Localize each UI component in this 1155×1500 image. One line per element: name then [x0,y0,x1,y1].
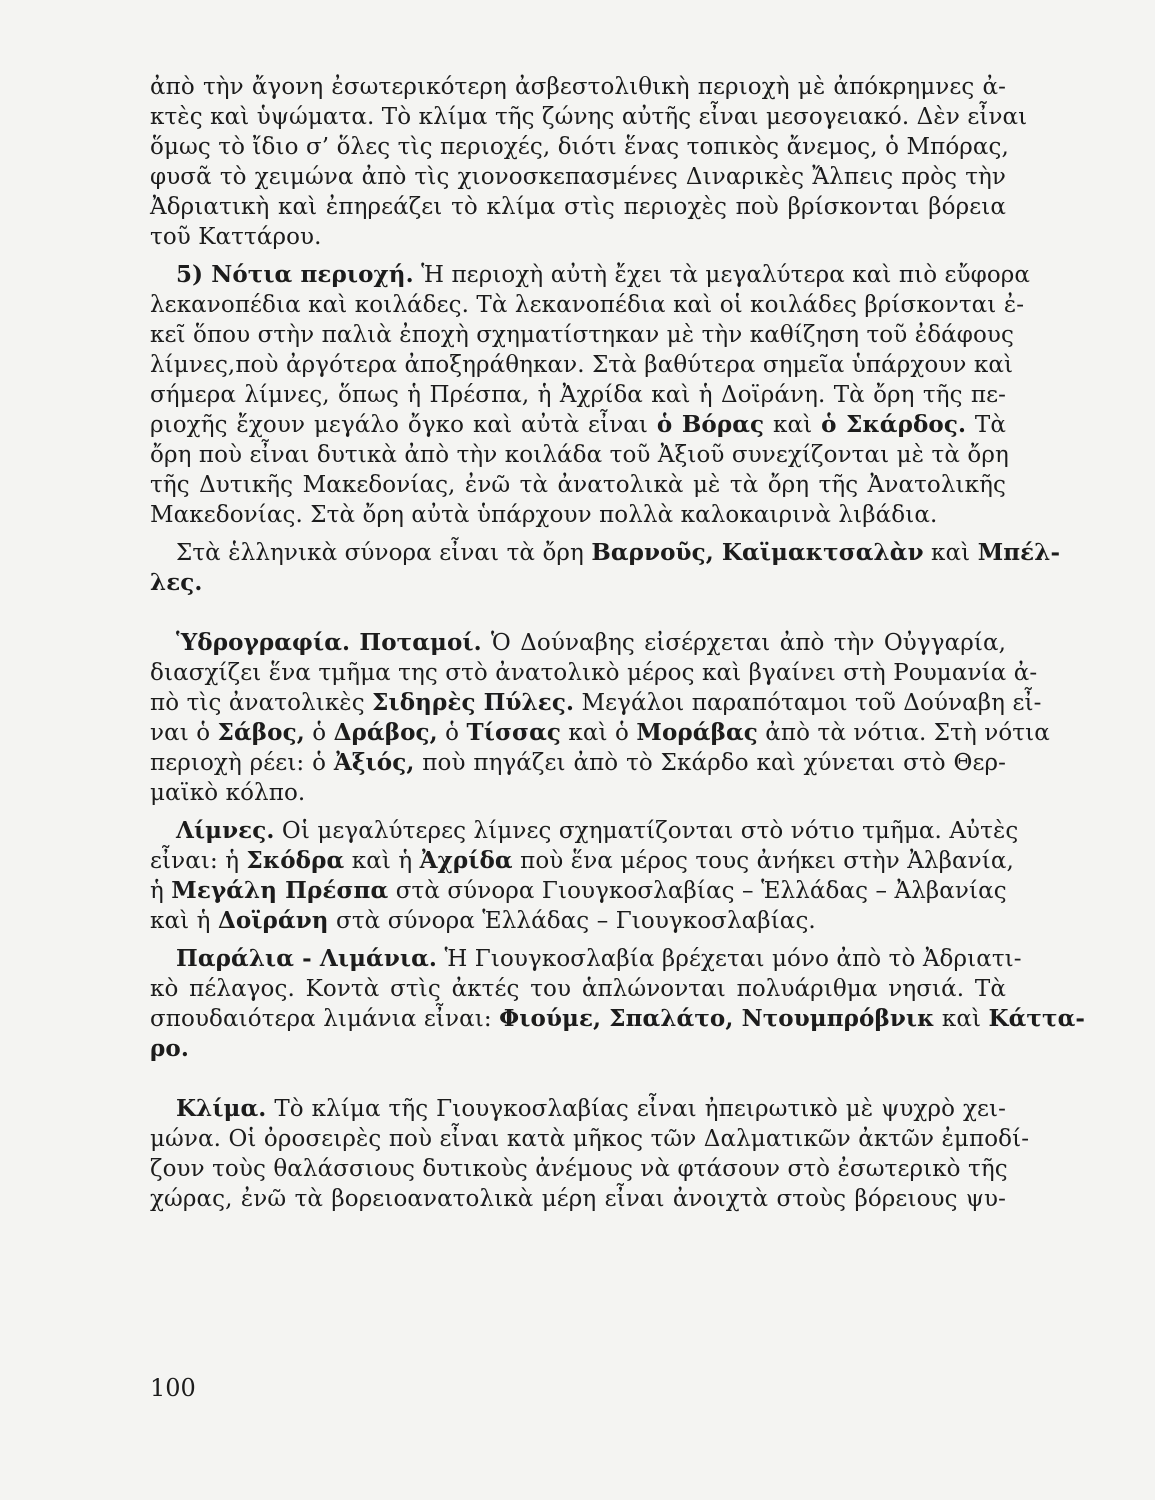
text-span: στὰ σύνορα Ἑλλάδας – Γιουγκοσλαβίας. [328,908,816,934]
text-span: πὸ τὶς ἀνατολικὲς [150,690,373,716]
page-number: 100 [150,1374,196,1402]
subheading-lakes: Λίμνες. [176,817,275,844]
text-line: σήμερα λίμνες, ὅπως ἡ Πρέσπα, ἡ Ἀχρίδα καὶ ἡ Δοϊράνη. Τὰ ὄρη τῆς πε- [150,382,1006,408]
page-text [150,72,1086,1214]
text-line: λίμνες,ποὺ ἀργότερα ἀποξηράθηκαν. Στὰ βαθύτερα σημεῖα ὑπάρχουν καὶ [150,352,1014,378]
port-name: ρο. [150,1035,189,1062]
port-name: Κάττα- [988,1005,1086,1032]
borders-line-end [150,568,1006,598]
text-span: ποὺ πηγάζει ἀπὸ τὸ Σκάρδο καὶ χύνεται στὸ Θερ- [414,750,1006,776]
text-line: Μακεδονίας. Στὰ ὄρη αὐτὰ ὑπάρχουν πολλὰ καλοκαιρινὰ λιβάδια. [150,502,938,528]
text-span: Ὁ Δούναβης εἰσέρχεται ἀπὸ τὴν Οὐγγαρία, [481,630,1006,656]
text-line [150,688,1042,718]
text-line [150,748,1006,778]
text-line: ζουν τοὺς θαλάσσιους δυτικοὺς ἀνέμους νὰ φτάσουν στὸ ἐσωτερικὸ τῆς [150,1156,1008,1182]
river-name: Τίσσας [466,719,561,746]
south-region-text: Ἡ περιοχὴ αὐτὴ ἔχει τὰ μεγαλύτερα καὶ πιὸ εὔφορα [413,262,1031,288]
text-span: στὰ σύνορα Γιουγκοσλαβίας – Ἑλλάδας – Ἀλβανίας [388,878,1007,904]
lake-name: Μεγάλη Πρέσπα [171,877,389,904]
port-names: Φιούμε, Σπαλάτο, Ντουμπρόβνικ [499,1005,935,1032]
text-line [150,876,1006,906]
text-line: διασχίζει ἕνα τμῆμα της στὸ ἀνατολικὸ μέρος καὶ βγαίνει στὴ Ρουμανία ἀ- [150,660,1038,686]
text-span: Μεγάλοι παραπόταμοι τοῦ Δούναβη εἶ- [574,690,1042,716]
text-span: καὶ ἡ [344,848,420,874]
mountain-name: ὁ Σκάρδος. [821,411,967,438]
text-span: ναι ὁ [150,720,218,746]
text-line: κεῖ ὅπου στὴν παλιὰ ἐποχὴ σχηματίστηκαν μὲ τὴν καθίζηση τοῦ ἐδάφους [150,322,1014,348]
place-name: Σιδηρὲς Πύλες. [372,689,575,716]
coast-line [150,944,1022,974]
river-name: Δράβος, [333,719,438,746]
text-line: μαϊκὸ κόλπο. [150,780,306,806]
text-line: κὸ πέλαγος. Κοντὰ στὶς ἀκτές του ἁπλώνονται πολυάριθμα νησιά. Τὰ [150,976,1006,1002]
text-line: χώρας, ἐνῶ τὰ βορειοανατολικὰ μέρη εἶναι ἀνοιχτὰ στοὺς βόρειους ψυ- [150,1186,1006,1212]
text-line: μώνα. Οἱ ὀροσειρὲς ποὺ εἶναι κατὰ μῆκος τῶν Δαλματικῶν ἀκτῶν ἐμποδί- [150,1126,1030,1152]
text-line [150,906,1006,936]
text-span: σπουδαιότερα λιμάνια εἶναι: [150,1006,500,1032]
text-line: Ἀδριατικὴ καὶ ἐπηρεάζει τὸ κλίμα στὶς περιοχὲς ποὺ βρίσκονται βόρεια [150,194,1006,220]
south-region-line [150,260,1031,290]
text-span: περιοχὴ ρέει: ὁ [150,750,334,776]
text-span: Τὸ κλίμα τῆς Γιουγκοσλαβίας εἶναι ἠπειρωτικὸ μὲ ψυχρὸ χει- [266,1096,1006,1122]
subheading-climate: Κλίμα. [176,1095,267,1122]
section-heading-hydrography: Ὑδρογραφία. [176,629,351,656]
text-line [150,718,1050,748]
text-span: εἶναι: ἡ [150,848,247,874]
text-line [150,1034,1006,1064]
mountain-name: Μπέλ- [977,539,1061,566]
hydrography-line [150,628,1006,658]
lake-name: Δοϊράνη [217,907,329,934]
text-span: καὶ ἡ [150,908,218,934]
lakes-line [150,816,1019,846]
climate-line [150,1094,1006,1124]
text-line: τῆς Δυτικῆς Μακεδονίας, ἐνῶ τὰ ἀνατολικὰ μὲ τὰ ὄρη τῆς Ἀνατολικῆς [150,472,1006,498]
lake-name: Σκόδρα [246,847,345,874]
text-span: καὶ ὁ [561,720,637,746]
text-span: ὁ [304,720,334,746]
text-span: ἀπὸ τὰ νότια. Στὴ νότια [757,720,1050,746]
text-span: Ἡ Γιουγκοσλαβία βρέχεται μόνο ἀπὸ τὸ Ἀδριατι- [437,946,1022,972]
text-span: ποὺ ἕνα μέρος τους ἀνήκει στὴν Ἀλβανία, [512,848,1014,874]
river-name: Σάβος, [217,719,305,746]
mountains-line [150,410,1006,440]
text-line: κτὲς καὶ ὑψώματα. Τὸ κλίμα τῆς ζώνης αὐτῆς εἶναι μεσογειακό. Δὲν εἶναι [150,104,1028,130]
mountain-name: λες. [150,569,203,596]
borders-line [150,538,1061,568]
text-span: Τὰ [966,412,1007,438]
text-line [150,1004,1086,1034]
text-span: Οἱ μεγαλύτερες λίμνες σχηματίζονται στὸ νότιο τμῆμα. Αὐτὲς [274,818,1019,844]
text-line: λεκανοπέδια καὶ κοιλάδες. Τὰ λεκανοπέδια καὶ οἱ κοιλάδες βρίσκονται ἐ- [150,292,1025,318]
lake-name: Ἀχρίδα [419,847,513,874]
mountain-name: ὁ Βόρας [656,411,765,438]
text-span: ριοχῆς ἔχουν μεγάλο ὄγκο καὶ αὐτὰ εἶναι [150,412,657,438]
text-span: καὶ [764,412,822,438]
subheading-coast: Παράλια - Λιμάνια. [176,945,438,972]
text-span: καὶ [923,540,978,566]
river-name: Ἀξιός, [333,749,415,776]
text-line: ἀπὸ τὴν ἄγονη ἐσωτερικότερη ἀσβεστολιθικὴ περιοχὴ μὲ ἀπόκρημνες ἀ- [150,74,1006,100]
text-line [150,846,1014,876]
text-span: ἡ [150,878,172,904]
text-line: ὅμως τὸ ἴδιο σ’ ὅλες τὶς περιοχές, διότι ἕνας τοπικὸς ἄνεμος, ὁ Μπόρας, [150,134,1009,160]
mountain-name: Βαρνοῦς, Καϊμακτσαλὰν [591,539,924,566]
river-name: Μοράβας [636,719,758,746]
text-span: Στὰ ἑλληνικὰ σύνορα εἶναι τὰ ὄρη [176,540,592,566]
text-line: φυσᾶ τὸ χειμώνα ἀπὸ τὶς χιονοσκεπασμένες Διναρικὲς Ἄλπεις πρὸς τὴν [150,164,1006,190]
text-span: καὶ [934,1006,989,1032]
text-span: ὁ [437,720,467,746]
text-line: ὄρη ποὺ εἶναι δυτικὰ ἀπὸ τὴν κοιλάδα τοῦ Ἀξιοῦ συνεχίζονται μὲ τὰ ὄρη [150,442,1009,468]
subheading-rivers: Ποταμοί. [359,629,482,656]
text-line: τοῦ Καττάρου. [150,224,322,250]
south-region-heading: 5) Νότια περιοχή. [176,261,414,288]
